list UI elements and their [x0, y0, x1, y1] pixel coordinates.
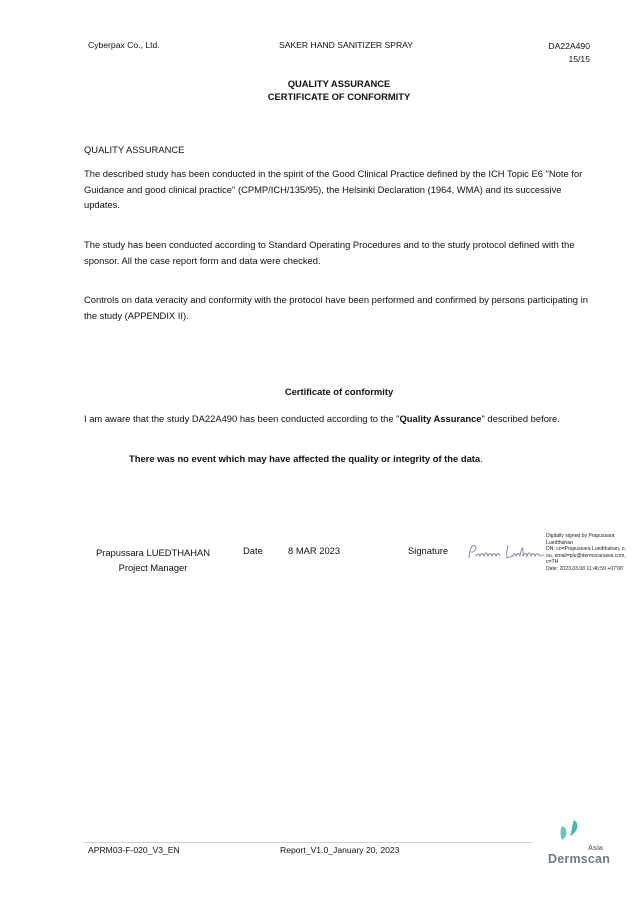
signature-label: Signature — [408, 545, 449, 556]
header-page-ref: 15/15 — [568, 54, 590, 64]
dermscan-logo — [546, 818, 611, 868]
document-title — [0, 77, 640, 103]
header-company: Cyberpax Co., Ltd. — [88, 40, 160, 50]
header-product: SAKER HAND SANITIZER SPRAY — [278, 40, 414, 50]
leaf-icon — [552, 818, 582, 844]
certificate-heading: Certificate of conformity — [284, 386, 394, 397]
header-study-ref — [548, 40, 590, 66]
handwritten-signature — [466, 538, 546, 564]
signatory-name: Prapussara LUEDTHAHAN — [95, 547, 211, 558]
digital-sig-line: DN: cn=Prapussara Luedthahan, o, — [546, 546, 626, 553]
header-study-code: DA22A490 — [548, 41, 590, 51]
statement-bold: Quality Assurance — [399, 413, 482, 424]
qa-heading: QUALITY ASSURANCE — [84, 144, 185, 155]
qa-paragraph-1: The described study has been conducted in the spirit of the Good Clinical Practice defined by the ICH Topic E6 "Note for Guidance and good clinical practice" (CPMP/ICH/135/95), the Helsinki Declaration (1964, WMA) and its successive updates. — [84, 168, 583, 210]
no-event-text: There was no event which may have affected the quality or integrity of the data — [129, 453, 481, 464]
date-value: 8 MAR 2023 — [288, 545, 341, 556]
signatory-role: Project Manager — [118, 562, 188, 573]
footer-rule — [84, 842, 532, 843]
no-event-statement — [129, 453, 483, 464]
title-line-1: QUALITY ASSURANCE — [287, 78, 391, 89]
digital-sig-line: Date: 2023.03.08 11:46:59 +07'00' — [546, 565, 624, 572]
qa-paragraph-2: The study has been conducted according to Standard Operating Procedures and to the study protocol defined with the sponsor. All the case report form and data were checked. — [84, 239, 575, 266]
footer-report-version: Report_V1.0_January 20, 2023 — [280, 845, 400, 855]
title-line-2: CERTIFICATE OF CONFORMITY — [267, 91, 411, 102]
statement-after: " described before. — [481, 413, 560, 424]
digital-sig-line: ou, email=plu@dermscanasia.com, — [546, 552, 626, 559]
digital-signature-details — [546, 533, 638, 573]
footer-form-code: APRM03-F-020_V3_EN — [88, 845, 180, 855]
date-label: Date — [243, 545, 263, 556]
no-event-end: . — [480, 453, 483, 464]
qa-paragraph-3: Controls on data veracity and conformity with the protocol have been performed and confirmed by persons participating in the study (APPENDIX II). — [84, 294, 588, 321]
statement-before: I am aware that the study DA22A490 has been conducted according to the " — [84, 413, 400, 424]
certificate-statement — [84, 411, 604, 427]
logo-brand: Dermscan — [548, 852, 611, 866]
signatory-block — [88, 545, 218, 575]
digital-sig-line: Luedthahan — [546, 539, 573, 546]
digital-sig-line: Digitally signed by Prapussara — [546, 533, 615, 539]
logo-asia: Asia — [588, 845, 603, 852]
digital-sig-line: c=TH — [546, 559, 559, 566]
